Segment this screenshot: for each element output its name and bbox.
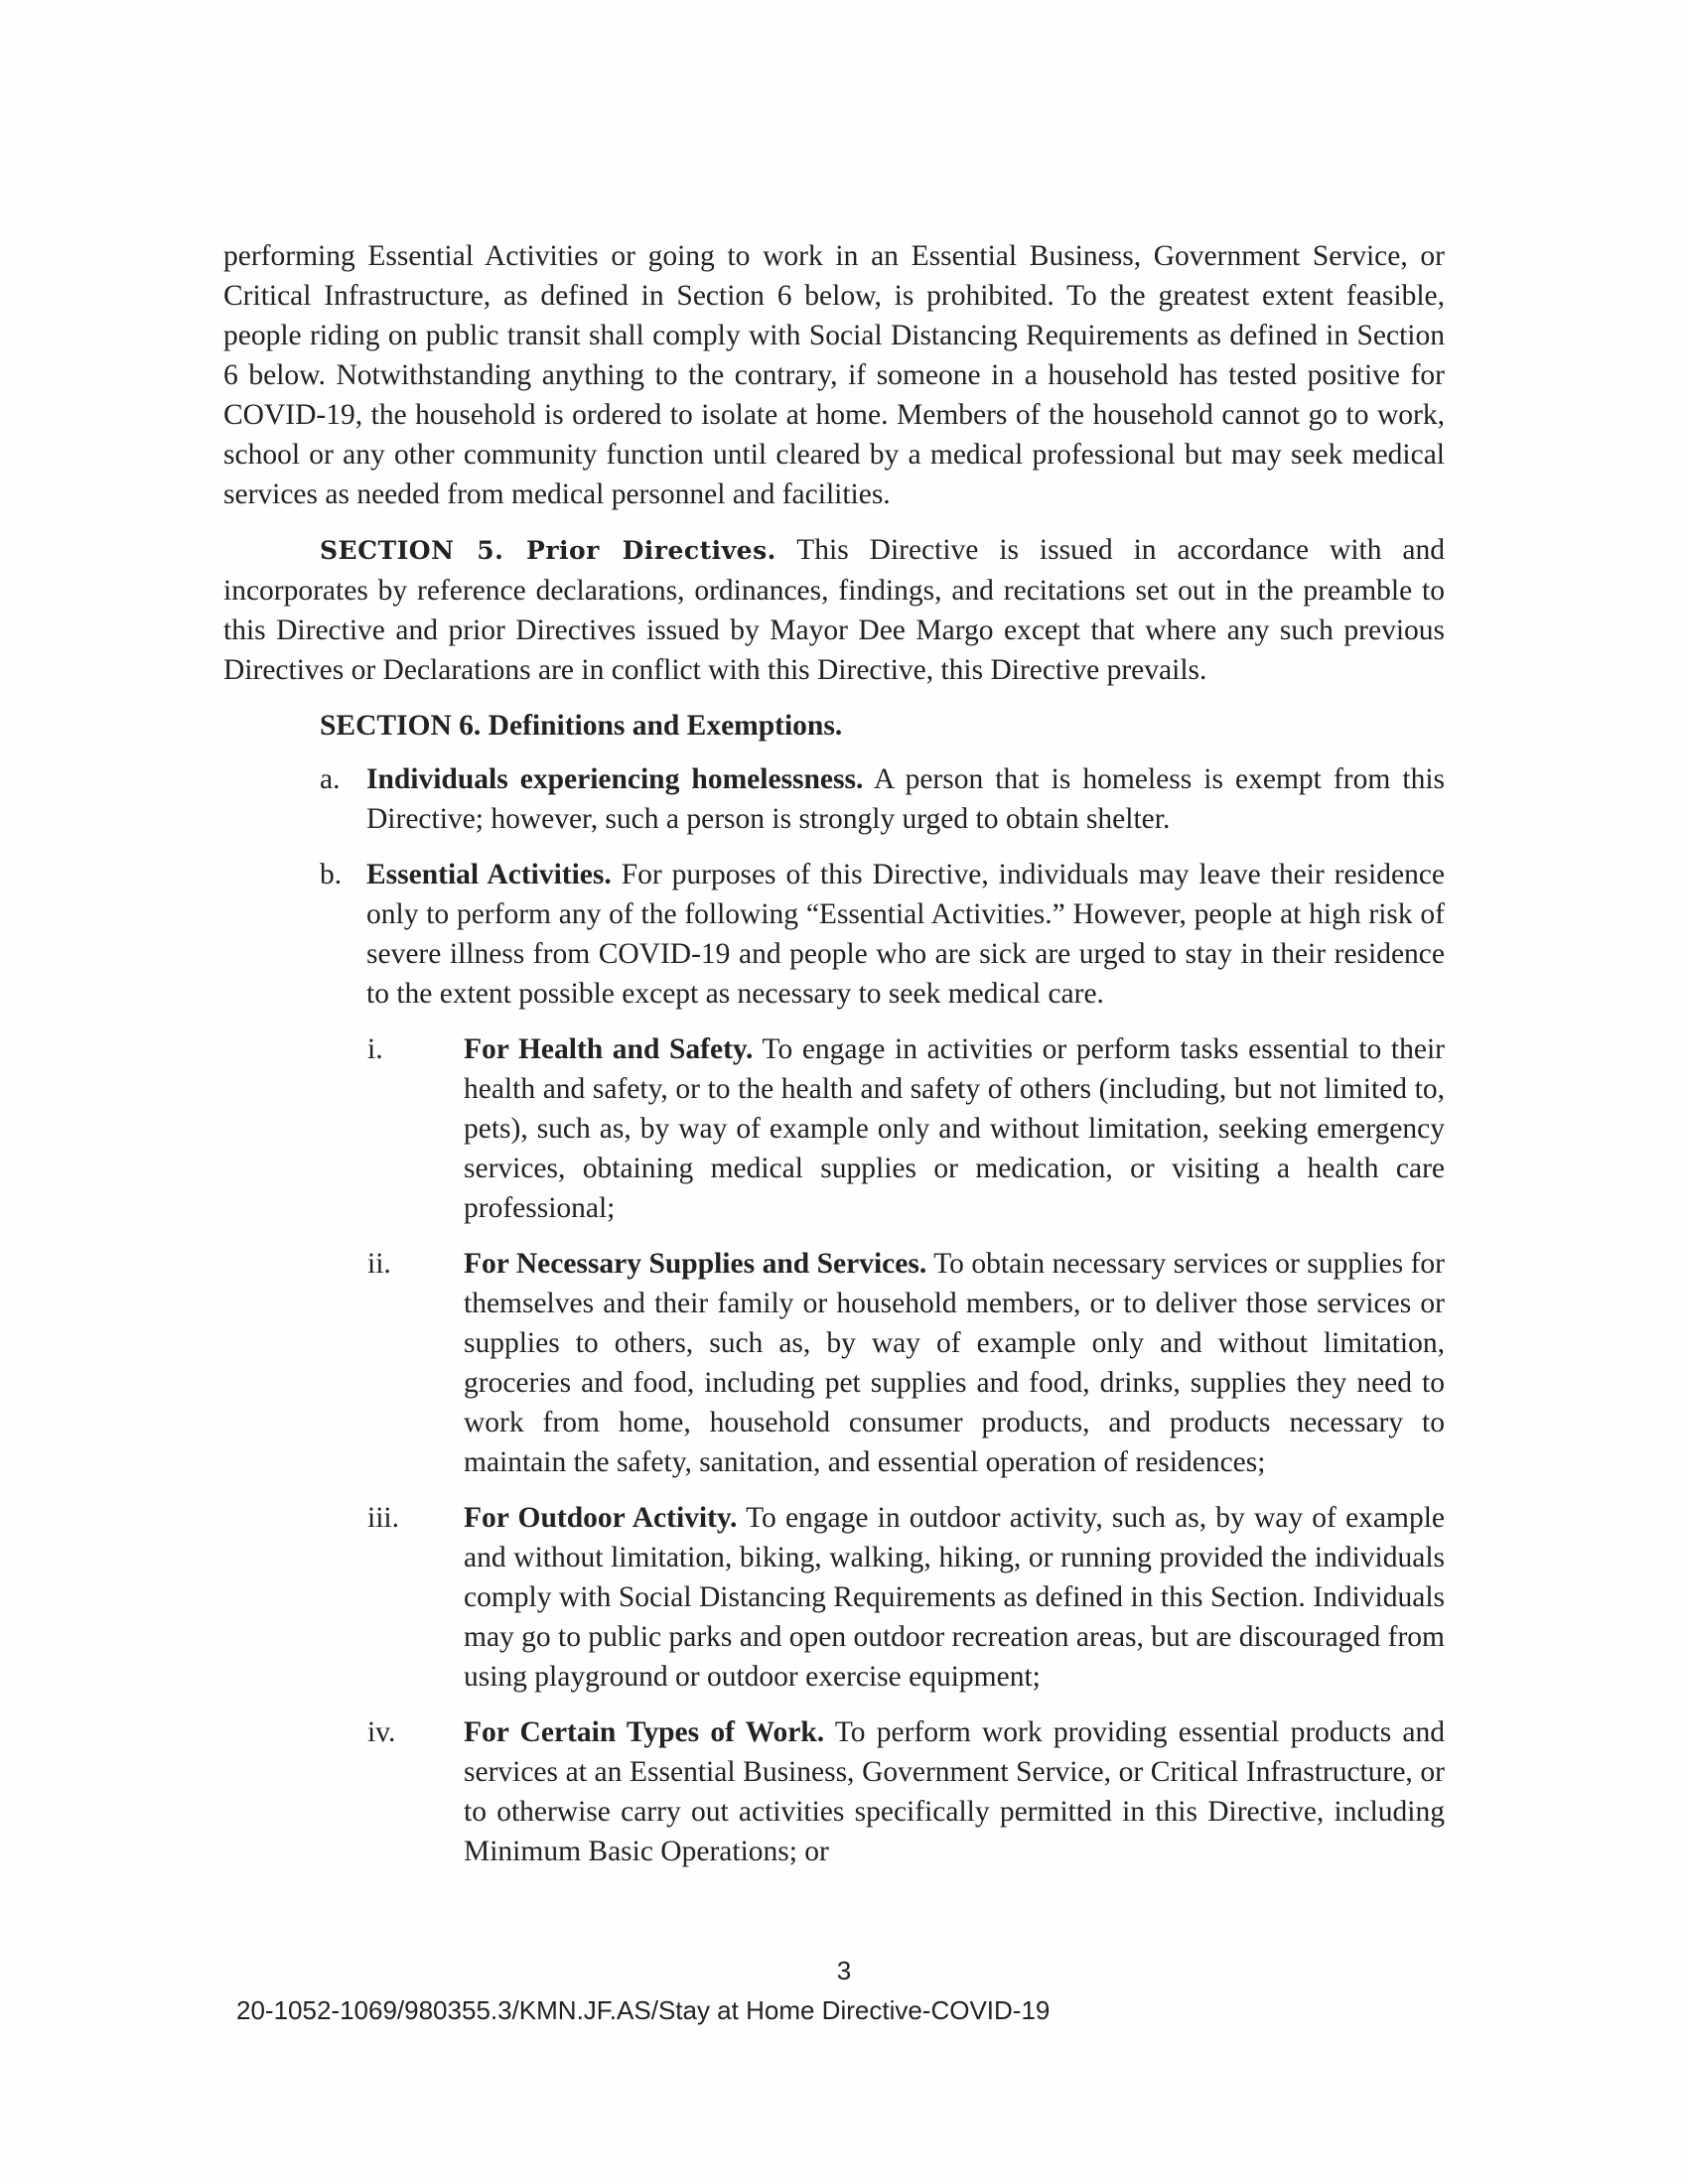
- activity-item-ii: [223, 1244, 1445, 1482]
- document-id-footer: 20-1052-1069/980355.3/KMN.JF.AS/Stay at Home Directive-COVID-19: [236, 1995, 1051, 2025]
- list-marker: ii.: [367, 1248, 391, 1280]
- definition-text: [366, 855, 1445, 1014]
- page-number: 3: [836, 1956, 852, 1985]
- activity-title: For Outdoor Activity.: [464, 1502, 738, 1534]
- activity-title: For Necessary Supplies and Services.: [464, 1248, 927, 1280]
- activity-body: To obtain necessary services or supplies for themselves and their family or household members, or to deliver those services or supplies to others, such as, by way of example only and without limitation, groceries and food, including pet supplies and food, drinks, supplies they need to work from home, household consumer products, and products necessary to maintain the safety, sanitation, and essential operation of residences;: [464, 1248, 1445, 1478]
- definition-text: [366, 759, 1445, 839]
- activity-text: [464, 1244, 1445, 1482]
- section-5-paragraph: [223, 530, 1445, 690]
- list-marker: b.: [320, 859, 343, 890]
- activity-text: [464, 1498, 1445, 1697]
- activity-body: To engage in activities or perform tasks essential to their health and safety, or to the health and safety of others (including, but not limited to, pets), such as, by way of example only and without limitation, seeking emergency services, obtaining medical supplies or medication, or visiting a health care professional;: [464, 1033, 1445, 1224]
- activity-item-i: [223, 1029, 1445, 1228]
- definition-title: Essential Activities.: [366, 859, 612, 890]
- document-body: [223, 236, 1445, 1887]
- definition-item-b: [223, 855, 1445, 1014]
- activity-title: For Certain Types of Work.: [464, 1716, 825, 1748]
- definition-item-a: [223, 759, 1445, 839]
- activity-text: [464, 1029, 1445, 1228]
- definition-body: For purposes of this Directive, individuals may leave their residence only to perform any of the following “Essential Activities.” However, people at high risk of severe illness from COVID-19 and people who are sick are urged to stay in their residence to the extent possible except as necessary to seek medical care.: [366, 859, 1446, 1010]
- opening-paragraph: performing Essential Activities or going to work in an Essential Business, Government Service, or Critical Infrastructure, as defined in Section 6 below, is prohibited. To the greatest extent feasible, people riding on public transit shall comply with Social Distancing Requirements as defined in Section 6 below. Notwithstanding anything to the contrary, if someone in a household has tested positive for COVID-19, the household is ordered to isolate at home. Members of the household cannot go to work, school or any other community function until cleared by a medical professional but may seek medical services as needed from medical personnel and facilities.: [223, 240, 1445, 510]
- section-6-heading: SECTION 6. Definitions and Exemptions.: [320, 710, 843, 742]
- activity-text: [464, 1712, 1445, 1871]
- activity-body: To perform work providing essential products and services at an Essential Business, Government Service, or Critical Infrastructure, or to otherwise carry out activities specifically permitted in this Directive, including Minimum Basic Operations; or: [464, 1716, 1445, 1867]
- section-5-heading: SECTION 5. Prior Directives.: [320, 536, 776, 565]
- activity-body: To engage in outdoor activity, such as, by way of example and without limitation, biking, walking, hiking, or running provided the individuals comply with Social Distancing Requirements as defined in this Section. Individuals may go to public parks and open outdoor recreation areas, but are discouraged from using playground or outdoor exercise equipment;: [464, 1502, 1445, 1693]
- activity-item-iv: [223, 1712, 1445, 1871]
- activity-item-iii: [223, 1498, 1445, 1697]
- definition-body: A person that is homeless is exempt from this Directive; however, such a person is strongly urged to obtain shelter.: [366, 763, 1446, 835]
- list-marker: iii.: [367, 1502, 399, 1534]
- list-marker: iv.: [367, 1716, 396, 1748]
- definition-title: Individuals experiencing homelessness.: [366, 763, 864, 795]
- list-marker: a.: [320, 763, 341, 795]
- section-6-heading-line: [223, 706, 1445, 746]
- section-5-body: This Directive is issued in accordance with and incorporates by reference declarations, ordinances, findings, and recitations set out in the preamble to this Directive and prior Directives issued by Mayor Dee Margo except that where any such previous Directives or Declarations are in conflict with this Directive, this Directive prevails.: [223, 534, 1445, 686]
- activity-title: For Health and Safety.: [464, 1033, 754, 1065]
- list-marker: i.: [367, 1033, 383, 1065]
